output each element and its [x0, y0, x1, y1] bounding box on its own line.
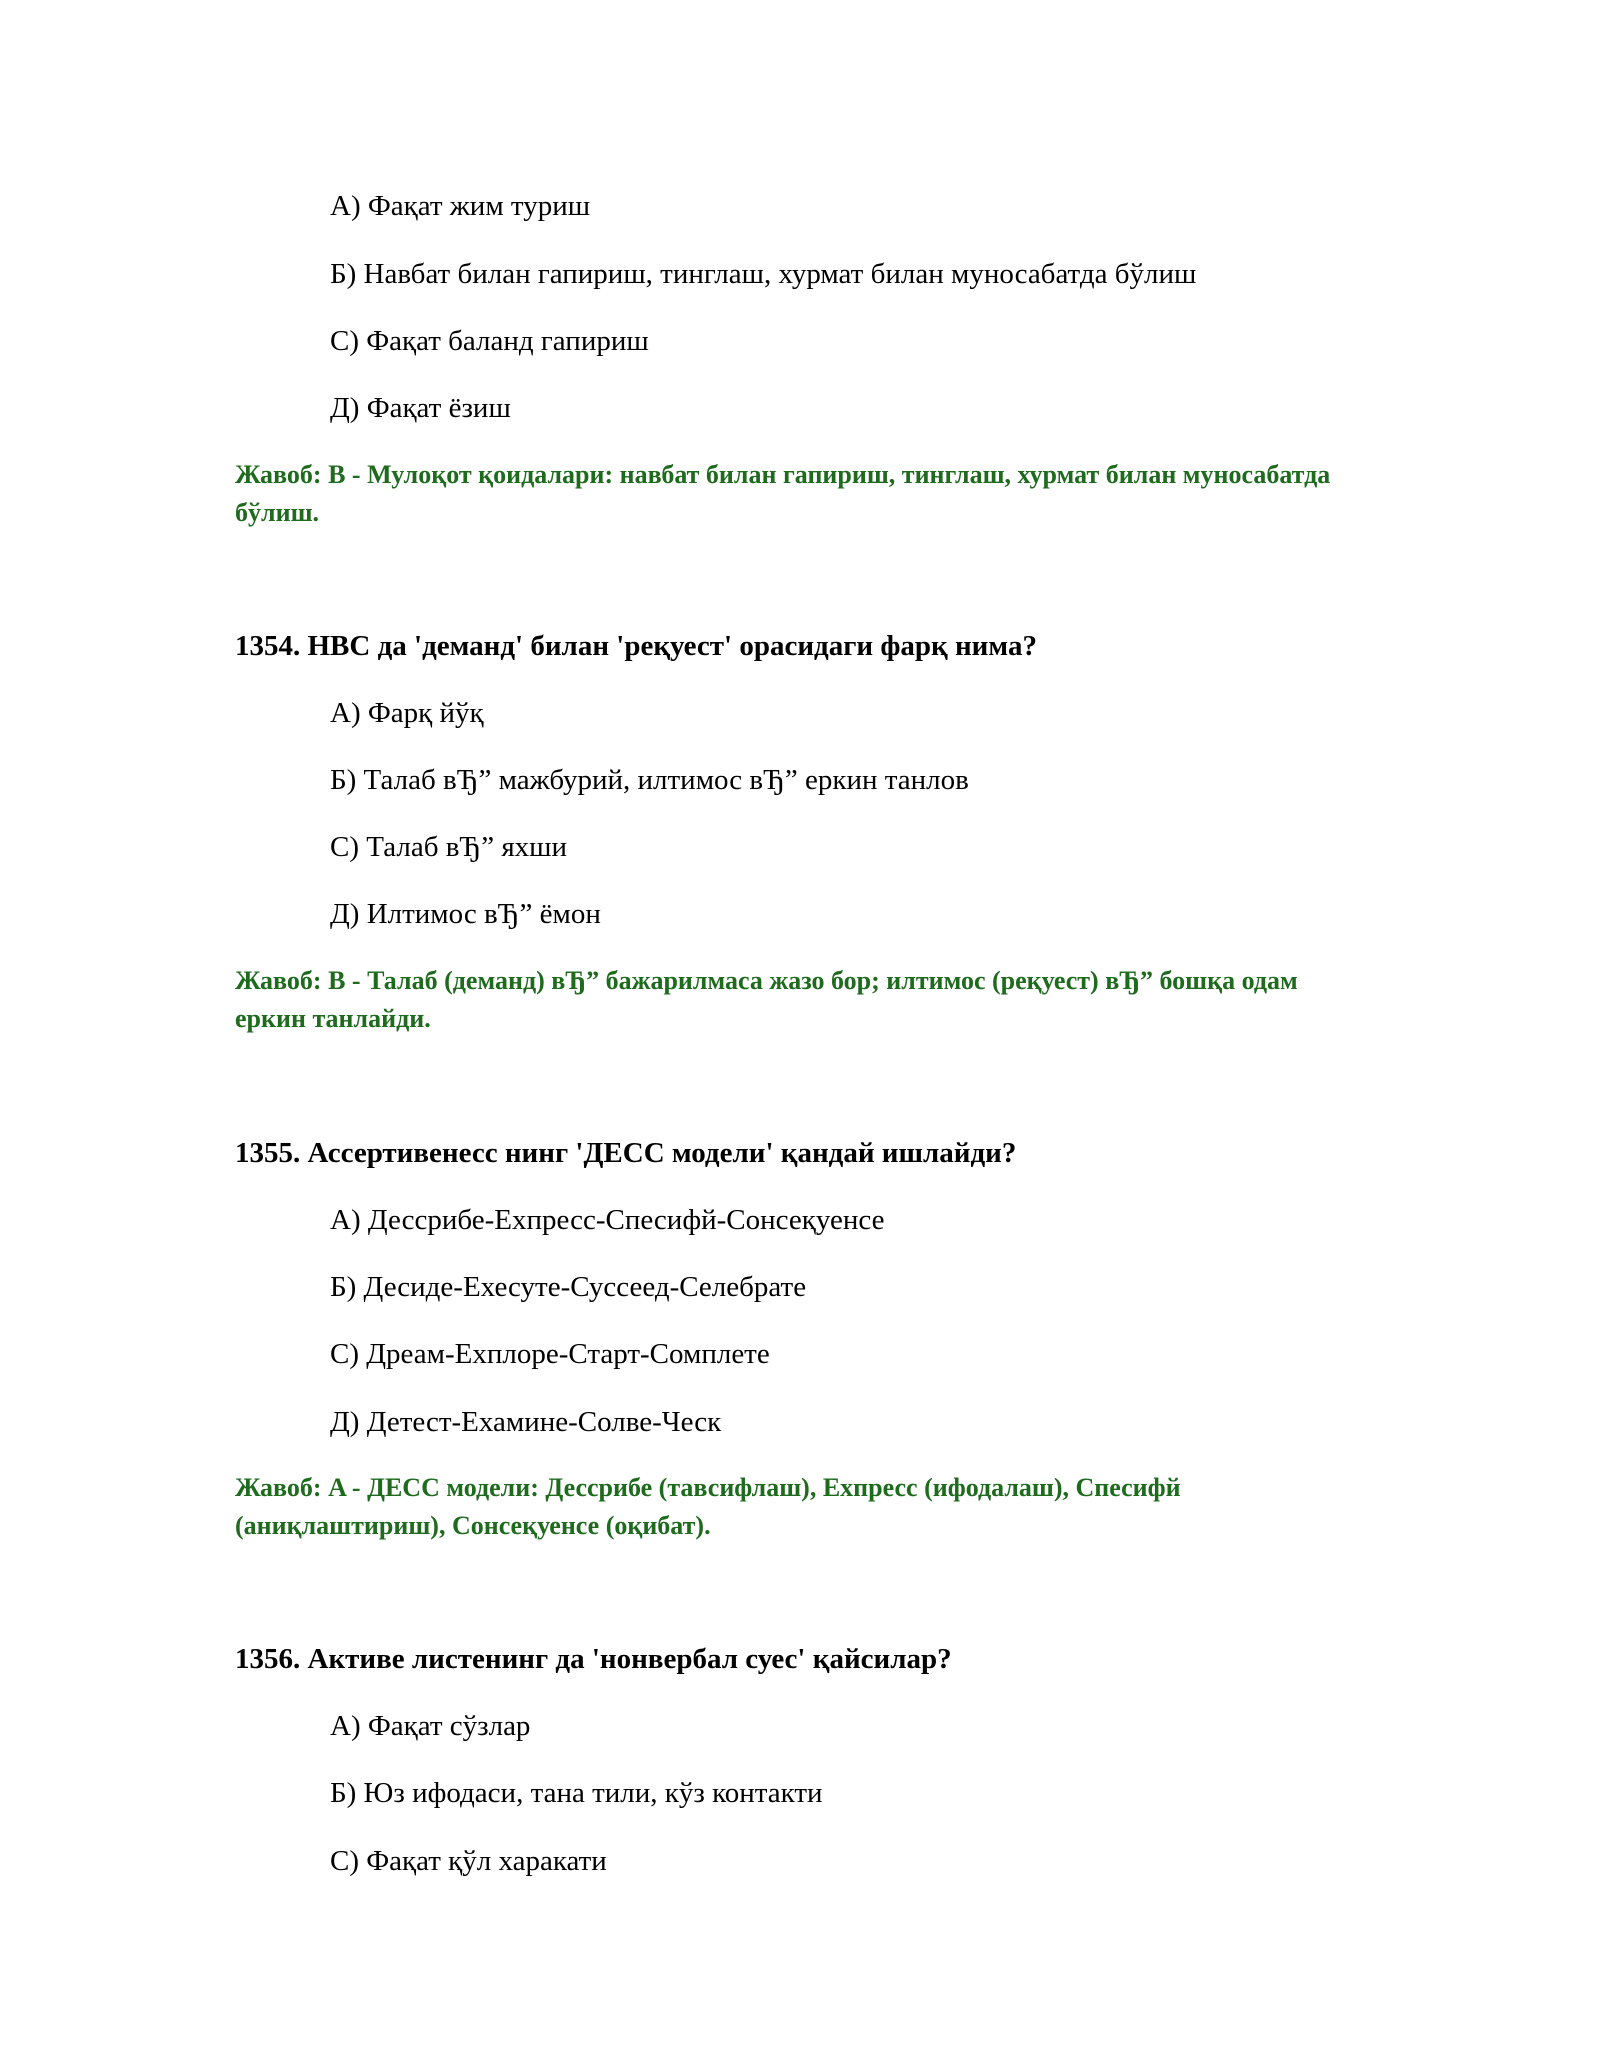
- option-b: Б) Десиде-Ехесуте-Суссеед-Селебрате: [330, 1271, 807, 1303]
- option-a: А) Фақат сўзлар: [330, 1710, 531, 1742]
- option-c: С) Дреам-Ехплоре-Старт-Сомплете: [330, 1338, 770, 1370]
- answer-text: Жавоб: A - ДЕСС модели: Дессрибе (тавсифлаш), Ехпресс (ифодалаш), Спесифй (аниқлаштириш), Сонсеқуенсе (оқибат).: [235, 1473, 1181, 1540]
- option-c: С) Талаб вЂ” яхши: [330, 831, 568, 863]
- question-1354: 1354. НВС да 'деманд' билан 'реқуест' орасидаги фарқ нима?: [235, 630, 1037, 662]
- option-d: Д) Илтимос вЂ” ёмон: [330, 898, 601, 930]
- answer-text: Жавоб: B - Талаб (деманд) вЂ” бажарилмаса жазо бор; илтимос (реқуест) вЂ” бошқа одам еркин танлайди.: [235, 966, 1298, 1033]
- option-b: Б) Юз ифодаси, тана тили, кўз контакти: [330, 1777, 823, 1809]
- option-b: Б) Навбат билан гапириш, тинглаш, хурмат билан муносабатда бўлиш: [330, 258, 1197, 290]
- option-d: Д) Детест-Ехамине-Солве-Ческ: [330, 1406, 722, 1438]
- option-a: А) Фақат жим туриш: [330, 190, 591, 222]
- option-a: А) Фарқ йўқ: [330, 697, 484, 729]
- option-c: С) Фақат баланд гапириш: [330, 325, 649, 357]
- option-c: С) Фақат қўл харакати: [330, 1845, 607, 1877]
- answer-text: Жавоб: B - Мулоқот қоидалари: навбат билан гапириш, тинглаш, хурмат билан муносабатда бўлиш.: [235, 460, 1331, 527]
- question-1356: 1356. Активе листенинг да 'нонвербал суес' қайсилар?: [235, 1643, 952, 1675]
- question-1355: 1355. Ассертивенесс нинг 'ДЕСС модели' қандай ишлайди?: [235, 1137, 1017, 1169]
- option-d: Д) Фақат ёзиш: [330, 392, 511, 424]
- option-b: Б) Талаб вЂ” мажбурий, илтимос вЂ” еркин танлов: [330, 764, 969, 796]
- option-a: А) Дессрибе-Ехпресс-Спесифй-Сонсеқуенсе: [330, 1204, 885, 1236]
